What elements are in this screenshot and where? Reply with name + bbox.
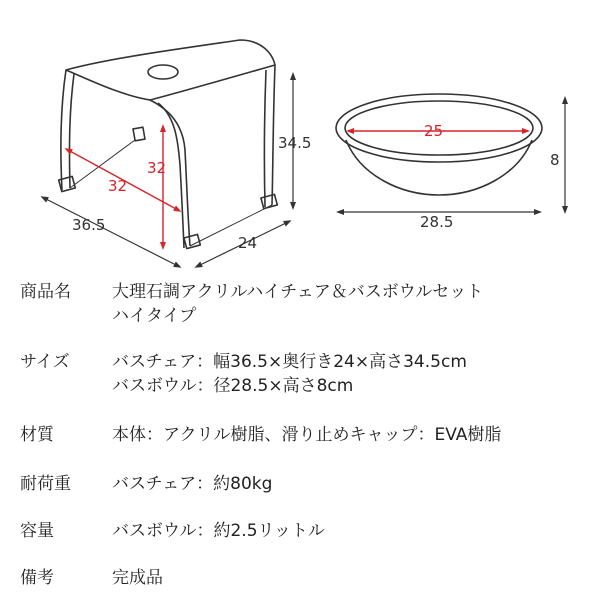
chair-width-arrow <box>44 198 178 266</box>
spec-label: 材質 <box>20 425 54 445</box>
chair-seat-width-value: 32 <box>108 177 128 195</box>
spec-label: 容量 <box>20 521 54 541</box>
spec-value-line: バスボウル：約2.5リットル <box>112 521 325 541</box>
spec-value <box>112 280 483 328</box>
spec-value <box>112 519 325 543</box>
bowl-height-value: 8 <box>550 151 560 169</box>
spec-label: 備考 <box>20 568 54 588</box>
chair-depth-value: 24 <box>238 234 258 252</box>
bowl-outer-diameter-value: 28.5 <box>420 213 454 231</box>
spec-value-line: ハイタイプ <box>112 306 197 326</box>
chair-seat-depth-value: 32 <box>147 159 167 177</box>
spec-label: サイズ <box>20 352 70 372</box>
bath-bowl-illustration <box>336 94 542 195</box>
chair-width-value: 36.5 <box>72 216 106 234</box>
chair-handle-hole <box>148 65 178 79</box>
spec-value-line: バスチェア：約80kg <box>112 474 273 494</box>
spec-value-line: バスチェア：幅36.5×奥行き24×高さ34.5cm <box>112 352 467 372</box>
spec-value-line: 本体：アクリル樹脂、滑り止めキャップ：EVA樹脂 <box>112 425 502 445</box>
spec-value-line: 完成品 <box>112 568 163 588</box>
spec-value <box>112 566 163 590</box>
spec-value <box>112 472 272 496</box>
spec-value-line: 大理石調アクリルハイチェア＆バスボウルセット <box>112 282 484 302</box>
bowl-diameter-value: 25 <box>424 122 444 140</box>
spec-value <box>112 423 501 447</box>
chair-height-value: 34.5 <box>278 134 312 152</box>
spec-label: 商品名 <box>20 282 71 302</box>
spec-value-line: バスボウル：径28.5×高さ8cm <box>112 376 354 396</box>
spec-value <box>112 350 467 398</box>
product-dimension-diagram <box>0 0 600 280</box>
spec-label: 耐荷重 <box>20 474 71 494</box>
